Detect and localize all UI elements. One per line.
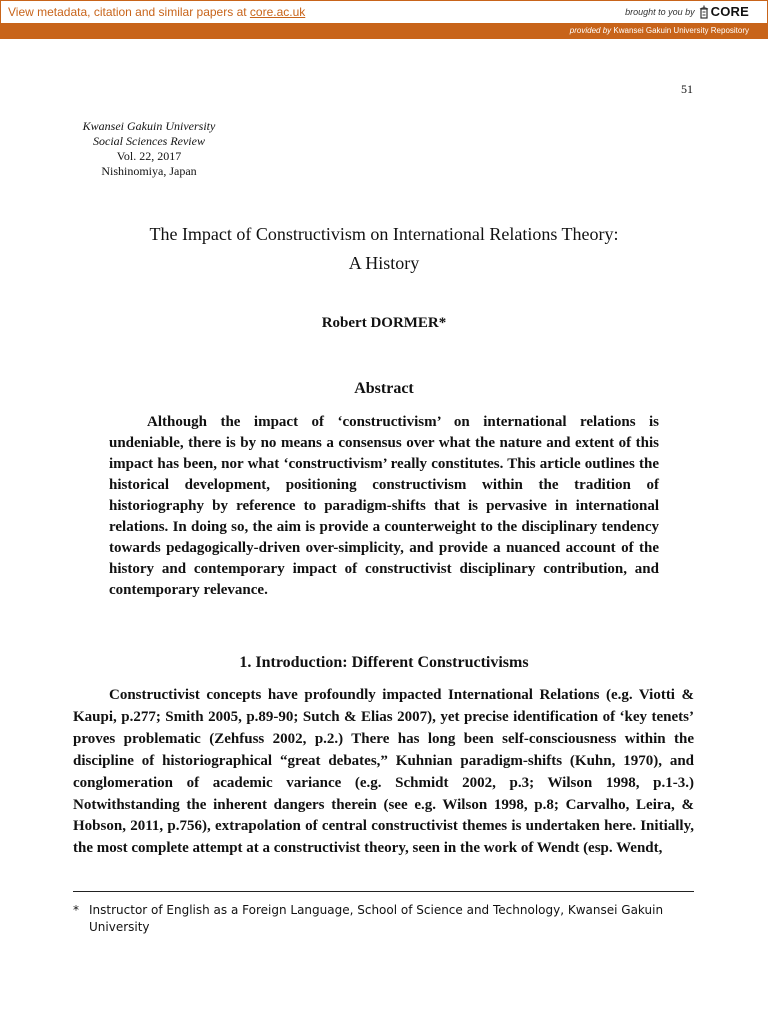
brought-to-you-text: brought to you by: [625, 6, 695, 17]
core-ac-uk-link[interactable]: core.ac.uk: [249, 5, 306, 19]
body-paragraph: Constructivist concepts have profoundly impacted International Relations (e.g. Viotti & Kaupi, p.277; Smith 2005, p.89-90; Sutch & Elias 2007), yet precise identification of ‘key tenets’ proves problematic (Zehfuss 2002, p.2.) There has long been self-consciousness within the discipline of historiographical “great debates,” Kuhnian paradigm-shifts (Kuhn, 1970), and conglomeration of academic variance (e.g. Schmidt 2002, p.3; Wilson 1998, p.1-3.) Notwithstanding the inherent dangers therein (see e.g. Wilson 1998, p.8; Carvalho, Leira, & Hobson, 2011, p.756), extrapolation of central constructivist themes is undertaken here. Initially, the most complete attempt at a constructivist theory, seen in the work of Wendt (esp. Wendt,: [73, 687, 694, 857]
article-title-line-2: A History: [348, 253, 420, 273]
footnote-divider: [73, 891, 694, 892]
section-heading: 1. Introduction: Different Constructivisms: [239, 654, 529, 671]
journal-info: [72, 119, 226, 179]
core-banner: [0, 0, 768, 24]
repository-name[interactable]: Kwansei Gakuin University Repository: [613, 26, 749, 35]
journal-location: Nishinomiya, Japan: [101, 164, 197, 178]
provided-by-notice: [570, 26, 749, 35]
provided-by-label: provided by: [569, 26, 612, 35]
article-title-line-1: The Impact of Constructivism on International Relations Theory:: [149, 224, 619, 244]
footnote: [73, 902, 694, 936]
core-logo-icon: [698, 5, 710, 19]
journal-volume: Vol. 22, 2017: [116, 149, 182, 163]
view-metadata-notice: [8, 5, 305, 19]
footnote-mark: *: [73, 903, 79, 917]
author-name: Robert DORMER*: [321, 315, 447, 331]
page-number: 51: [681, 82, 693, 96]
journal-university: Kwansei Gakuin University: [82, 119, 216, 133]
core-logo-text: CORE: [710, 4, 749, 19]
article-title: [72, 220, 696, 278]
brought-to-you-by: [625, 4, 749, 19]
core-provider-bar: [0, 24, 768, 39]
abstract-text: Although the impact of ‘constructivism’ on international relations is undeniable, there is by no means a consensus over what the nature and extent of this impact has been, nor what ‘constructivism’ really constitutes. This article outlines the historical development, positioning constructivism within the tradition of historiography by reference to paradigm-shifts that is pervasive in international relations. In doing so, the aim is provide a counterweight to the disciplinary tendency towards pedagogically-driven over-simplicity, and provide a nuanced account of the history and contemporary impact of constructivist disciplinary contribution, and contemporary relevance.: [109, 414, 659, 598]
footnote-text: Instructor of English as a Foreign Language, School of Science and Technology, Kwansei Gakuin University: [89, 903, 664, 934]
view-metadata-text: View metadata, citation and similar papers at: [8, 5, 250, 19]
journal-name: Social Sciences Review: [93, 134, 205, 148]
core-logo[interactable]: [698, 4, 749, 19]
abstract-heading: Abstract: [354, 380, 414, 397]
